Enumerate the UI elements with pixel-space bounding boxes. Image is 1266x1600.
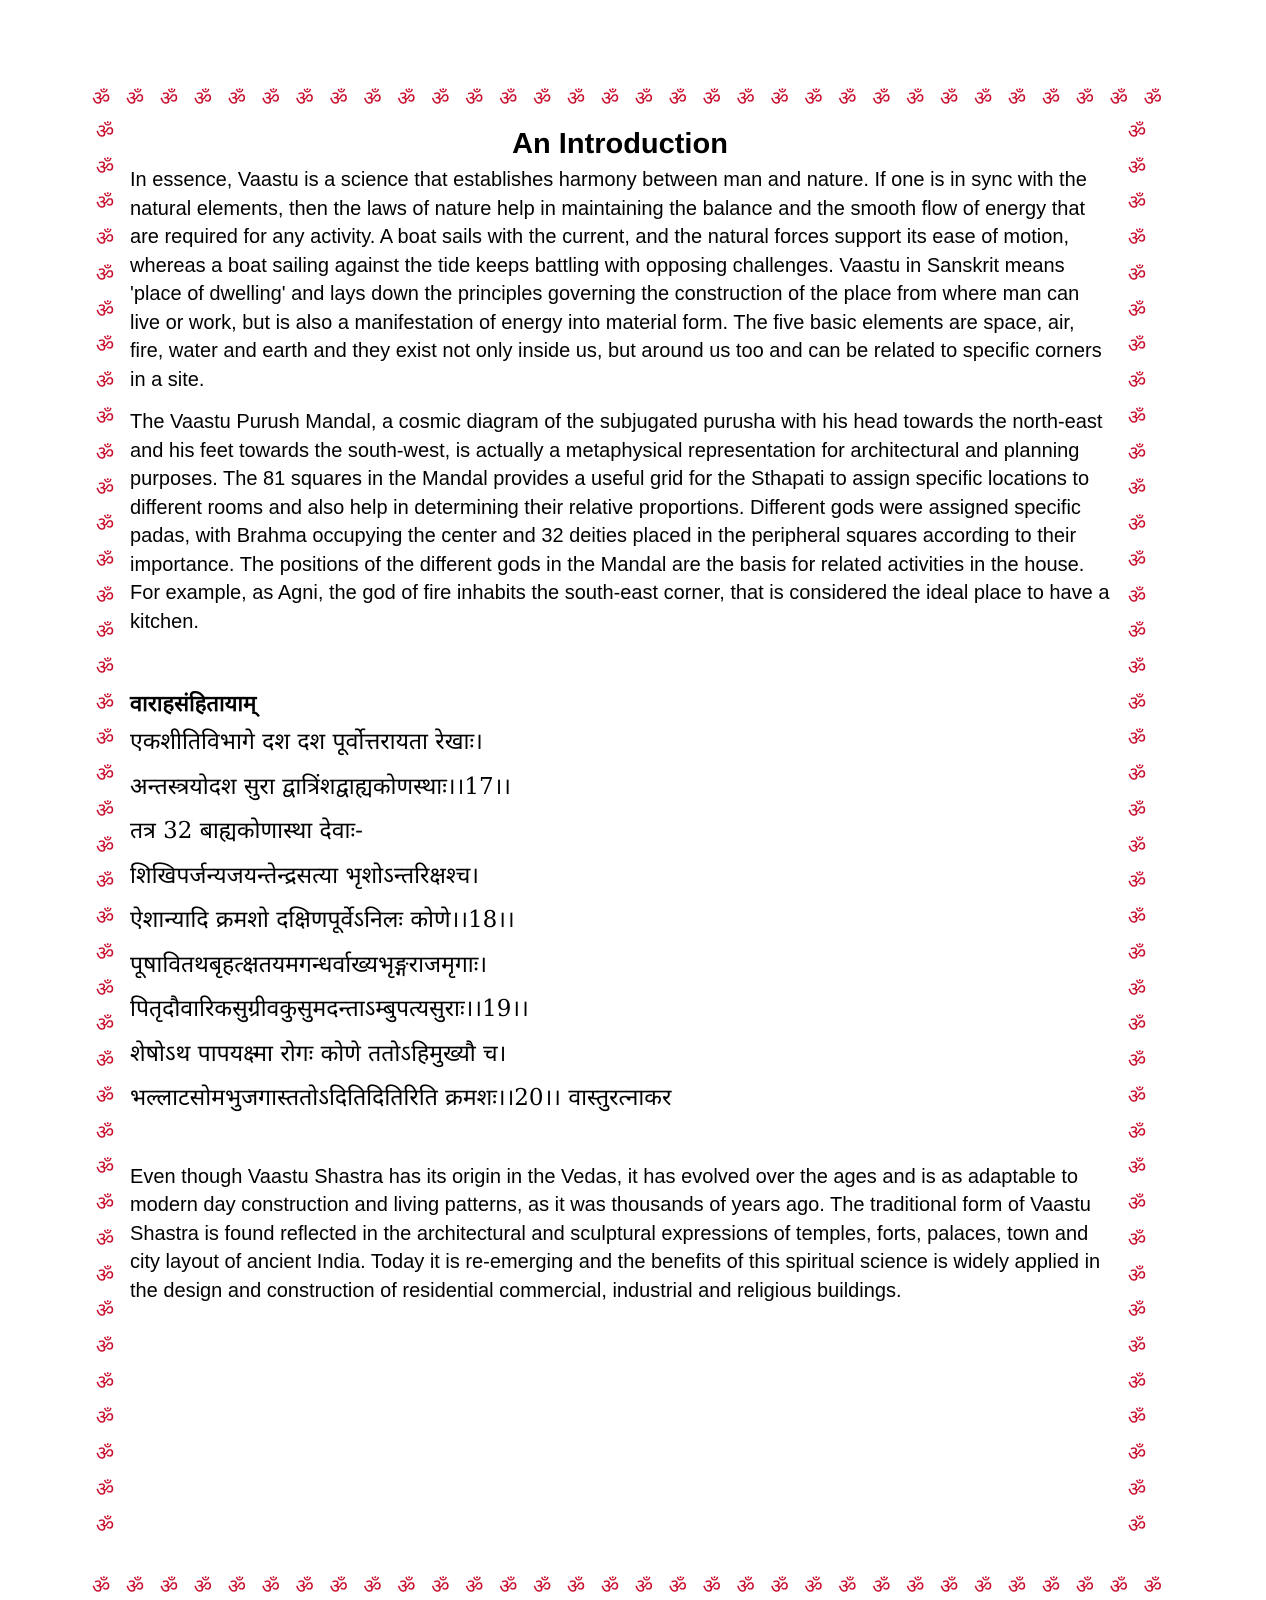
om-symbol-icon: ॐ <box>1127 1298 1147 1323</box>
om-symbol-icon: ॐ <box>95 369 115 394</box>
om-symbol-icon: ॐ <box>95 1441 115 1466</box>
om-symbol-icon: ॐ <box>940 1574 959 1598</box>
om-symbol-icon: ॐ <box>92 1574 111 1598</box>
om-symbol-icon: ॐ <box>95 869 115 894</box>
om-symbol-icon: ॐ <box>95 619 115 644</box>
om-symbol-icon: ॐ <box>95 333 115 358</box>
om-symbol-icon: ॐ <box>95 976 115 1001</box>
om-symbol-icon: ॐ <box>227 86 246 110</box>
om-symbol-icon: ॐ <box>770 86 789 110</box>
om-symbol-icon: ॐ <box>804 86 823 110</box>
om-symbol-icon: ॐ <box>1127 1048 1147 1073</box>
om-symbol-icon: ॐ <box>1127 1441 1147 1466</box>
om-symbol-icon: ॐ <box>872 86 891 110</box>
om-symbol-icon: ॐ <box>736 1574 755 1598</box>
om-symbol-icon: ॐ <box>465 1574 484 1598</box>
om-symbol-icon: ॐ <box>1127 619 1147 644</box>
om-symbol-icon: ॐ <box>1041 86 1061 110</box>
om-symbol-icon: ॐ <box>95 512 115 537</box>
om-symbol-icon: ॐ <box>532 86 552 110</box>
om-symbol-icon: ॐ <box>431 86 450 110</box>
om-symbol-icon: ॐ <box>499 86 518 110</box>
om-symbol-icon: ॐ <box>1109 1574 1128 1598</box>
om-symbol-icon: ॐ <box>1127 404 1147 429</box>
om-symbol-icon: ॐ <box>261 86 280 110</box>
om-symbol-icon: ॐ <box>1127 547 1147 572</box>
om-symbol-icon: ॐ <box>95 1083 115 1108</box>
om-symbol-icon: ॐ <box>906 1574 925 1598</box>
om-symbol-icon: ॐ <box>95 1155 115 1180</box>
om-symbol-icon: ॐ <box>95 440 115 465</box>
om-symbol-icon: ॐ <box>95 833 115 858</box>
om-symbol-icon: ॐ <box>702 86 721 110</box>
om-symbol-icon: ॐ <box>1127 726 1147 751</box>
om-symbol-icon: ॐ <box>95 1405 115 1430</box>
om-symbol-icon: ॐ <box>1041 1574 1061 1598</box>
om-symbol-icon: ॐ <box>600 86 620 110</box>
om-symbol-icon: ॐ <box>95 1512 115 1537</box>
om-symbol-icon: ॐ <box>1127 1333 1147 1358</box>
om-symbol-icon: ॐ <box>295 86 314 110</box>
om-symbol-icon: ॐ <box>634 86 653 110</box>
closing-paragraph: Even though Vaastu Shastra has its origin in the Vedas, it has evolved over the ages and is as adaptable to modern day construction and living patterns, as it was thousands of years ago. The traditional form of Vaastu Shastra is found reflected in the architectural and sculptural expressions of temples, forts, palaces, town and city layout of ancient India. Today it is re-emerging and the benefits of this spiritual science is widely applied in the design and construction of residential commercial, industrial and religious buildings. <box>130 1165 1101 1302</box>
om-symbol-icon: ॐ <box>1127 655 1147 680</box>
om-symbol-icon: ॐ <box>940 86 959 110</box>
om-symbol-icon: ॐ <box>95 583 115 608</box>
om-symbol-icon: ॐ <box>973 86 993 110</box>
intro-paragraph-2: The Vaastu Purush Mandal, a cosmic diagram of the subjugated purusha with his head towards the north-east and his feet towards the south-west, is actually a metaphysical representation for architectural and planning purposes. The 81 squares in the Mandal provides a useful grid for the Sthapati to assign specific locations to different rooms and also help in determining their relative proportions. Different gods were assigned specific padas, with Brahma occupying the center and 32 deities placed in the peripheral squares according to their importance. The positions of the different gods in the Mandal are the basis for related activities in the house. For example, as Agni, the god of fire inhabits the south-east corner, that is considered the ideal place to have a kitchen. <box>130 411 1110 633</box>
om-symbol-icon: ॐ <box>1127 1405 1147 1430</box>
om-symbol-icon: ॐ <box>1127 1119 1147 1144</box>
verse-line: पूषावितथबृहत्क्षतयमगन्धर्वाख्यभृङ्गराजमृगाः। <box>130 951 488 978</box>
om-symbol-icon: ॐ <box>532 1574 552 1598</box>
om-symbol-icon: ॐ <box>1127 1012 1147 1037</box>
om-symbol-icon: ॐ <box>95 404 115 429</box>
verse-line: भल्लाटसोमभुजगास्ततोऽदितिदितिरिति क्रमशः।।20।। वास्तुरत्नाकर <box>130 1085 672 1111</box>
om-symbol-icon: ॐ <box>804 1574 823 1598</box>
om-symbol-icon: ॐ <box>1127 1476 1147 1501</box>
om-symbol-icon: ॐ <box>1127 797 1147 822</box>
om-symbol-icon: ॐ <box>431 1574 450 1598</box>
om-symbol-icon: ॐ <box>838 86 857 110</box>
om-symbol-icon: ॐ <box>600 1574 620 1598</box>
om-symbol-icon: ॐ <box>1127 261 1147 286</box>
om-symbol-icon: ॐ <box>1075 1574 1094 1598</box>
om-symbol-icon: ॐ <box>736 86 755 110</box>
verse-line: एकशीतिविभागे दश दश पूर्वोत्तरायता रेखाः। <box>130 729 483 755</box>
om-symbol-icon: ॐ <box>329 1574 348 1598</box>
om-symbol-icon: ॐ <box>1127 1226 1147 1251</box>
om-symbol-icon: ॐ <box>95 940 115 965</box>
om-symbol-icon: ॐ <box>193 1574 213 1598</box>
om-symbol-icon: ॐ <box>125 86 145 110</box>
om-symbol-icon: ॐ <box>668 1574 687 1598</box>
om-symbol-icon: ॐ <box>1127 190 1147 215</box>
verse-line: अन्तस्त्रयोदश सुरा द्वात्रिंशद्वाह्यकोणस्थाः।।17।। <box>130 773 512 800</box>
om-symbol-icon: ॐ <box>159 86 179 110</box>
om-symbol-icon: ॐ <box>1127 476 1147 501</box>
om-symbol-icon: ॐ <box>295 1574 314 1598</box>
om-symbol-icon: ॐ <box>566 86 586 110</box>
om-symbol-icon: ॐ <box>1127 762 1147 787</box>
om-symbol-icon: ॐ <box>465 86 484 110</box>
om-symbol-icon: ॐ <box>95 690 115 715</box>
om-symbol-icon: ॐ <box>906 86 925 110</box>
om-symbol-icon: ॐ <box>499 1574 518 1598</box>
om-symbol-icon: ॐ <box>261 1574 280 1598</box>
om-symbol-icon: ॐ <box>159 1574 179 1598</box>
om-symbol-icon: ॐ <box>872 1574 891 1598</box>
om-symbol-icon: ॐ <box>397 86 416 110</box>
om-symbol-icon: ॐ <box>1143 86 1162 110</box>
om-symbol-icon: ॐ <box>702 1574 721 1598</box>
om-symbol-icon: ॐ <box>1143 1574 1162 1598</box>
om-symbol-icon: ॐ <box>95 297 115 322</box>
om-symbol-icon: ॐ <box>1127 583 1147 608</box>
om-symbol-icon: ॐ <box>1127 119 1147 143</box>
border-top <box>92 84 1162 112</box>
om-symbol-icon: ॐ <box>95 1119 115 1144</box>
om-symbol-icon: ॐ <box>329 86 348 110</box>
om-symbol-icon: ॐ <box>1075 86 1094 110</box>
om-symbol-icon: ॐ <box>1127 333 1147 358</box>
om-symbol-icon: ॐ <box>193 86 213 110</box>
om-symbol-icon: ॐ <box>973 1574 993 1598</box>
verse-line: पितृदौवारिकसुग्रीवकुसुमदन्ताऽम्बुपत्यसुराः।।19।। <box>130 996 529 1022</box>
om-symbol-icon: ॐ <box>363 86 382 110</box>
spacer <box>130 650 1110 684</box>
om-symbol-icon: ॐ <box>1127 690 1147 715</box>
om-symbol-icon: ॐ <box>1127 226 1147 251</box>
verse-line: तत्र 32 बाह्यकोणास्था देवाः- <box>130 818 363 844</box>
verse-heading: वाराहसंहितायाम् <box>130 691 257 717</box>
om-symbol-icon: ॐ <box>95 905 115 930</box>
om-symbol-icon: ॐ <box>95 726 115 751</box>
om-symbol-icon: ॐ <box>95 1191 115 1216</box>
om-symbol-icon: ॐ <box>1109 86 1128 110</box>
om-symbol-icon: ॐ <box>363 1574 382 1598</box>
om-symbol-icon: ॐ <box>95 1012 115 1037</box>
om-symbol-icon: ॐ <box>95 547 115 572</box>
om-symbol-icon: ॐ <box>1127 905 1147 930</box>
om-symbol-icon: ॐ <box>1127 369 1147 394</box>
verse-line: शिखिपर्जन्यजयन्तेन्द्रसत्या भृशोऽन्तरिक्षश्च। <box>130 862 480 889</box>
om-symbol-icon: ॐ <box>95 226 115 251</box>
om-symbol-icon: ॐ <box>1127 512 1147 537</box>
spacer <box>130 1127 1110 1163</box>
om-symbol-icon: ॐ <box>1127 440 1147 465</box>
om-symbol-icon: ॐ <box>92 86 111 110</box>
om-symbol-icon: ॐ <box>1127 1155 1147 1180</box>
om-symbol-icon: ॐ <box>1127 1191 1147 1216</box>
om-symbol-icon: ॐ <box>95 476 115 501</box>
om-symbol-icon: ॐ <box>634 1574 653 1598</box>
om-symbol-icon: ॐ <box>397 1574 416 1598</box>
om-symbol-icon: ॐ <box>838 1574 857 1598</box>
om-symbol-icon: ॐ <box>95 1369 115 1394</box>
om-symbol-icon: ॐ <box>1127 833 1147 858</box>
om-symbol-icon: ॐ <box>566 1574 586 1598</box>
om-symbol-icon: ॐ <box>1127 1512 1147 1537</box>
om-symbol-icon: ॐ <box>1127 154 1147 179</box>
om-symbol-icon: ॐ <box>227 1574 246 1598</box>
om-symbol-icon: ॐ <box>1127 297 1147 322</box>
om-symbol-icon: ॐ <box>95 1476 115 1501</box>
verse-line: शेषोऽथ पापयक्ष्मा रोगः कोणे ततोऽहिमुख्यौ च। <box>130 1040 507 1067</box>
om-symbol-icon: ॐ <box>668 86 687 110</box>
om-symbol-icon: ॐ <box>1127 1369 1147 1394</box>
om-symbol-icon: ॐ <box>95 1226 115 1251</box>
om-symbol-icon: ॐ <box>95 797 115 822</box>
om-symbol-icon: ॐ <box>95 1333 115 1358</box>
intro-paragraph-1: In essence, Vaastu is a science that establishes harmony between man and nature. If one is in sync with the natural elements, then the laws of nature help in maintaining the balance and the smooth flow of energy that are required for any activity. A boat sails with the current, and the natural forces support its ease of motion, whereas a boat sailing against the tide keeps battling with opposing challenges. Vaastu in Sanskrit means 'place of dwelling' and lays down the principles governing the construction of the place from where man can live or work, but is also a manifestation of energy into material form. The five basic elements are space, air, fire, water and earth and they exist not only inside us, but around us too and can be related to specific corners in a site. <box>130 169 1102 391</box>
om-symbol-icon: ॐ <box>95 1298 115 1323</box>
verse-line: ऐशान्यादि क्रमशो दक्षिणपूर्वेऽनिलः कोणे।।18।। <box>130 907 515 933</box>
om-symbol-icon: ॐ <box>125 1574 145 1598</box>
om-symbol-icon: ॐ <box>1127 869 1147 894</box>
om-symbol-icon: ॐ <box>95 119 115 143</box>
sanskrit-verses <box>130 688 1110 1115</box>
om-symbol-icon: ॐ <box>1127 940 1147 965</box>
om-symbol-icon: ॐ <box>1007 86 1027 110</box>
om-symbol-icon: ॐ <box>1007 1574 1027 1598</box>
om-symbol-icon: ॐ <box>95 154 115 179</box>
om-symbol-icon: ॐ <box>770 1574 789 1598</box>
om-symbol-icon: ॐ <box>95 1048 115 1073</box>
om-symbol-icon: ॐ <box>1127 1262 1147 1287</box>
page-content <box>130 126 1110 1319</box>
page-title: An Introduction <box>512 128 728 160</box>
border-right <box>1122 118 1152 1538</box>
om-symbol-icon: ॐ <box>1127 1083 1147 1108</box>
om-symbol-icon: ॐ <box>1127 976 1147 1001</box>
om-symbol-icon: ॐ <box>95 261 115 286</box>
om-symbol-icon: ॐ <box>95 762 115 787</box>
border-bottom <box>92 1572 1162 1600</box>
om-symbol-icon: ॐ <box>95 190 115 215</box>
om-symbol-icon: ॐ <box>95 1262 115 1287</box>
border-left <box>90 118 120 1538</box>
om-symbol-icon: ॐ <box>95 655 115 680</box>
